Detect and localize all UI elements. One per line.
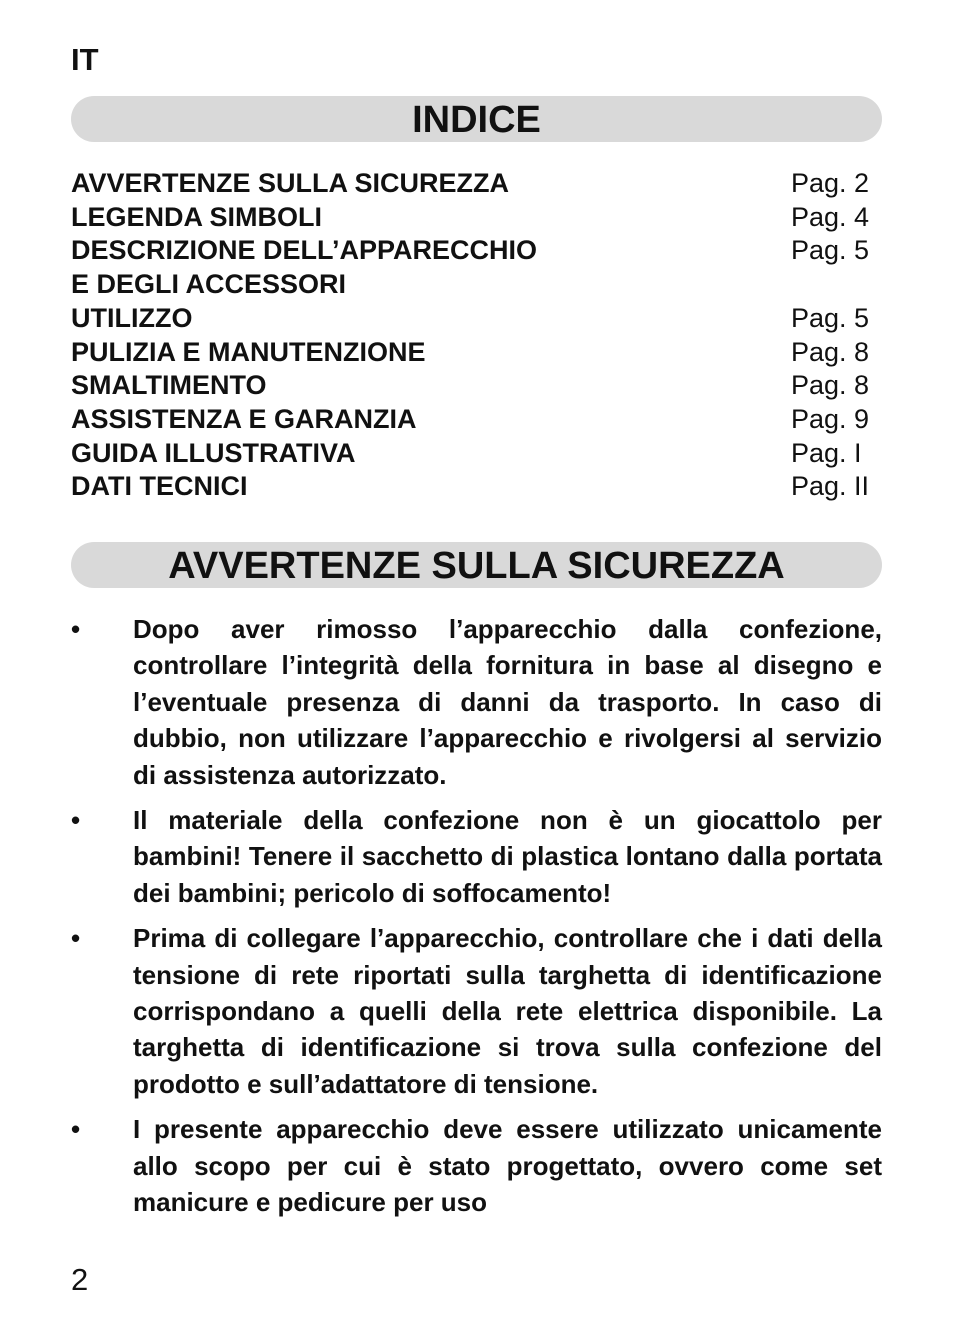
toc-entry[interactable] <box>71 234 876 301</box>
toc-entry-title: DATI TECNICI <box>71 471 248 502</box>
toc-entry-page: Pag. II <box>791 471 870 502</box>
safety-list <box>71 611 882 1230</box>
toc-entry[interactable] <box>71 201 876 235</box>
toc-entry-page: Pag. 8 <box>791 370 870 401</box>
toc-entry[interactable] <box>71 167 876 201</box>
toc-entry-page: Pag. 4 <box>791 201 870 232</box>
toc-entry-page: Pag. 2 <box>791 168 870 198</box>
toc-entry[interactable] <box>71 369 876 403</box>
bullet-icon: • <box>71 614 81 644</box>
toc-entry-title: AVVERTENZE SULLA SICUREZZA <box>71 168 510 198</box>
table-of-contents <box>71 167 876 504</box>
toc-entry[interactable] <box>71 437 876 471</box>
list-item-text: Dopo aver rimosso l’apparecchio dalla confezione, controllare l’integrità della fornitura in base al disegno e l’eventuale presenza di danni da trasporto. In caso di dubbio, non utilizzare l’apparecchio e rivolgersi al servizio di assistenza autorizzato. <box>133 614 882 790</box>
toc-entry[interactable] <box>71 470 876 504</box>
list-item <box>71 802 882 911</box>
toc-entry-page: Pag. I <box>791 437 862 468</box>
list-item-text: I presente apparecchio deve essere utilizzato unicamente allo scopo per cui è stato progettato, ovvero come set manicure e pedicure per uso <box>133 1114 882 1218</box>
bullet-icon: • <box>71 923 81 954</box>
list-item <box>71 611 882 793</box>
list-item-text: Il materiale della confezione non è un giocattolo per bambini! Tenere il sacchetto di plastica lontano dalla portata dei bambini; pericolo di soffocamento! <box>133 805 882 908</box>
list-item <box>71 1111 882 1220</box>
safety-heading: AVVERTENZE SULLA SICUREZZA <box>71 542 882 588</box>
toc-entry-title: UTILIZZO <box>71 302 193 333</box>
page-number: 2 <box>71 1262 89 1297</box>
list-item <box>71 920 882 1102</box>
list-item-text: Prima di collegare l’apparecchio, controllare che i dati della tensione di rete riportati sulla targhetta di identificazione corrispondano a quelli della rete elettrica disponibile. La targhetta di identificazione si trova sulla confezione del prodotto e sull’adattatore di tensione. <box>133 923 882 1099</box>
toc-entry-page: Pag. 8 <box>791 336 870 367</box>
toc-entry-title: ASSISTENZA E GARANZIA <box>71 403 417 434</box>
language-code: IT <box>71 42 99 77</box>
toc-entry-title: PULIZIA E MANUTENZIONE <box>71 336 426 367</box>
toc-entry-title: SMALTIMENTO <box>71 370 267 401</box>
bullet-icon: • <box>71 805 81 836</box>
bullet-icon: • <box>71 1114 81 1145</box>
toc-entry-title: GUIDA ILLUSTRATIVA <box>71 437 356 468</box>
toc-entry-page: Pag. 5 <box>791 302 870 333</box>
index-heading: INDICE <box>71 96 882 142</box>
toc-entry[interactable] <box>71 403 876 437</box>
toc-entry-page: Pag. 9 <box>791 403 870 434</box>
toc-entry[interactable] <box>71 302 876 336</box>
toc-entry-page: Pag. 5 <box>791 235 870 266</box>
toc-entry-title: DESCRIZIONE DELL’APPARECCHIO E DEGLI ACCESSORI <box>71 235 538 300</box>
toc-entry-title: LEGENDA SIMBOLI <box>71 201 323 232</box>
toc-entry[interactable] <box>71 336 876 370</box>
